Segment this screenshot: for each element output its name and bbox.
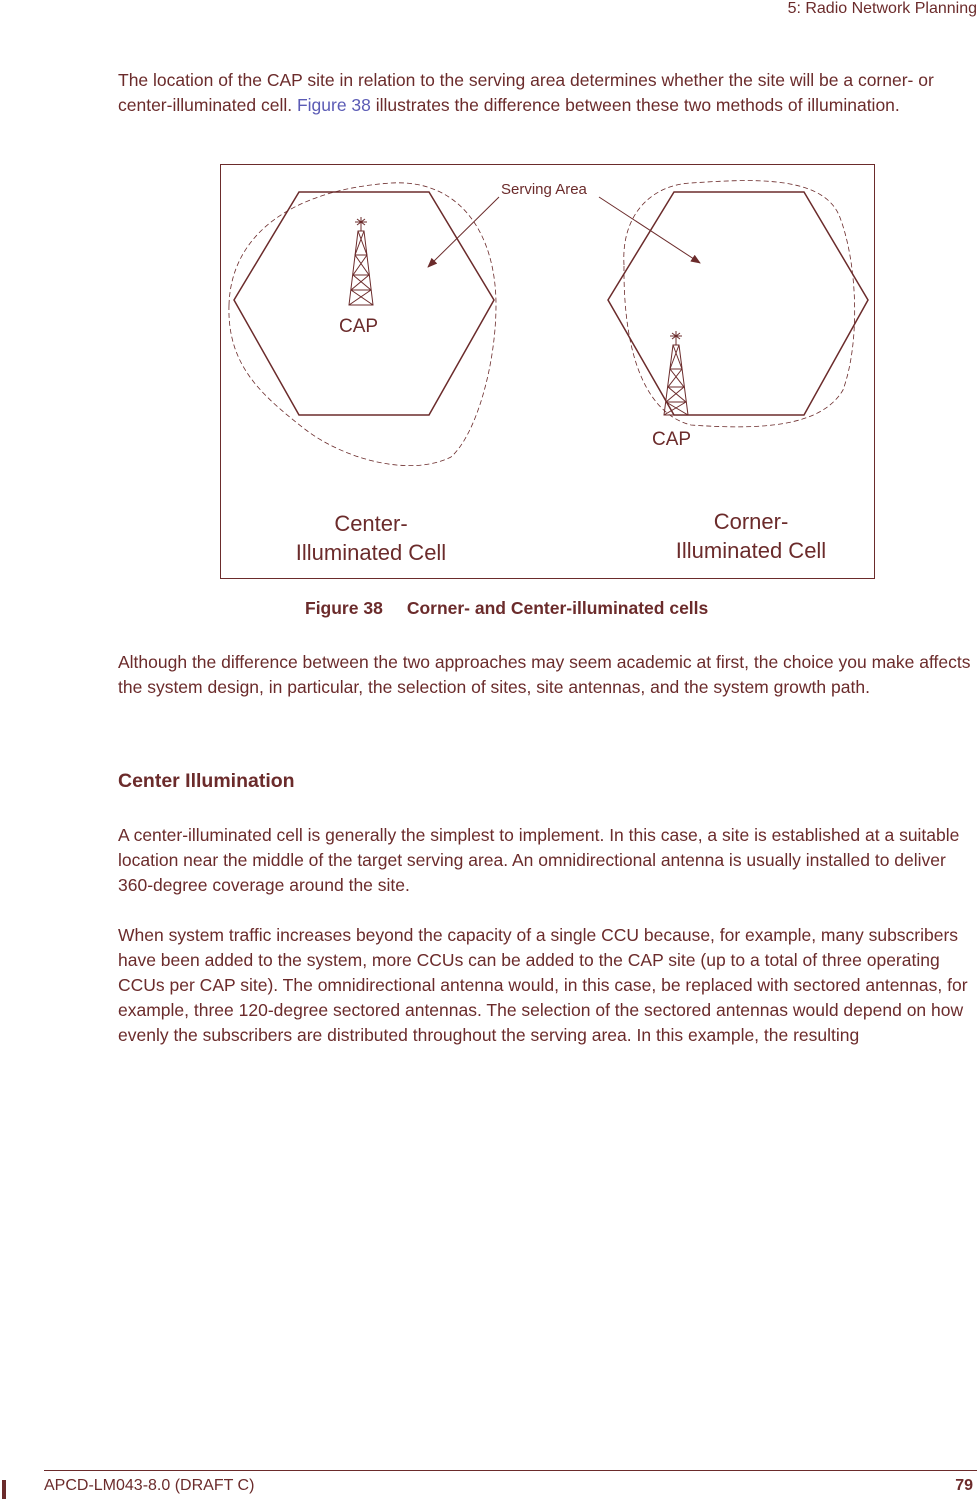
footer-change-bar <box>2 1480 6 1499</box>
paragraph-center-1: A center-illuminated cell is generally the simplest to implement. In this case, a site is established at a suitable location near the middle of the target serving area. An omnidirectional antenna is usually installed to deliver 360-degree coverage around the site. <box>118 825 960 895</box>
caption-title: Corner- and Center-illuminated cells <box>406 598 709 618</box>
cap-label-center: CAP <box>339 316 379 337</box>
left-hexagon <box>234 192 494 415</box>
intro-text-before: The location of the CAP site in relation to the serving area determines whether the site will be a corner- or center-illuminated cell. <box>118 70 934 115</box>
serving-area-label: Serving Area <box>501 181 587 198</box>
right-cap-tower-icon <box>664 331 688 415</box>
caption-number: Figure 38 <box>305 598 383 618</box>
footer-doc-id: APCD-LM043-8.0 (DRAFT C) <box>44 1477 255 1494</box>
figure-38-link[interactable]: Figure 38 <box>296 95 371 115</box>
intro-paragraph <box>118 68 978 118</box>
figure-38 <box>220 164 875 579</box>
center-title-line2: Illuminated Cell <box>295 540 447 565</box>
corner-title-line2: Illuminated Cell <box>675 538 827 563</box>
paragraph-after-figure: Although the difference between the two approaches may seem academic at first, the choice you make affects the system design, in particular, the selection of sites, site antennas, and the system growth path. <box>118 652 971 697</box>
corner-title-line1: Corner- <box>713 509 789 534</box>
figure-caption <box>305 598 708 619</box>
center-title-line1: Center- <box>334 511 408 536</box>
paragraph-center-2: When system traffic increases beyond the capacity of a single CCU because, for example, many subscribers have been added to the system, more CCUs can be added to the CAP site (up to a total of three operating CCUs per CAP site). The omnidirectional antenna would, in this case, be replaced with sectored antennas, for example, three 120-degree sectored antennas. The selection of the sectored antennas would depend on how evenly the subscribers are distributed throughout the serving area. In this example, the resulting <box>118 925 968 1045</box>
corner-illuminated-title <box>641 507 861 565</box>
center-illuminated-title <box>261 509 481 567</box>
right-hexagon <box>608 192 868 415</box>
serving-area-arrow-right <box>599 197 700 263</box>
cap-label-corner: CAP <box>652 429 692 450</box>
running-head: 5: Radio Network Planning <box>787 0 977 17</box>
left-cap-tower-icon <box>349 217 373 305</box>
section-heading-center-illumination: Center Illumination <box>118 770 295 792</box>
footer-divider <box>44 1470 977 1471</box>
page-number: 79 <box>955 1477 973 1494</box>
intro-text-after: illustrates the difference between these two methods of illumination. <box>370 95 900 115</box>
